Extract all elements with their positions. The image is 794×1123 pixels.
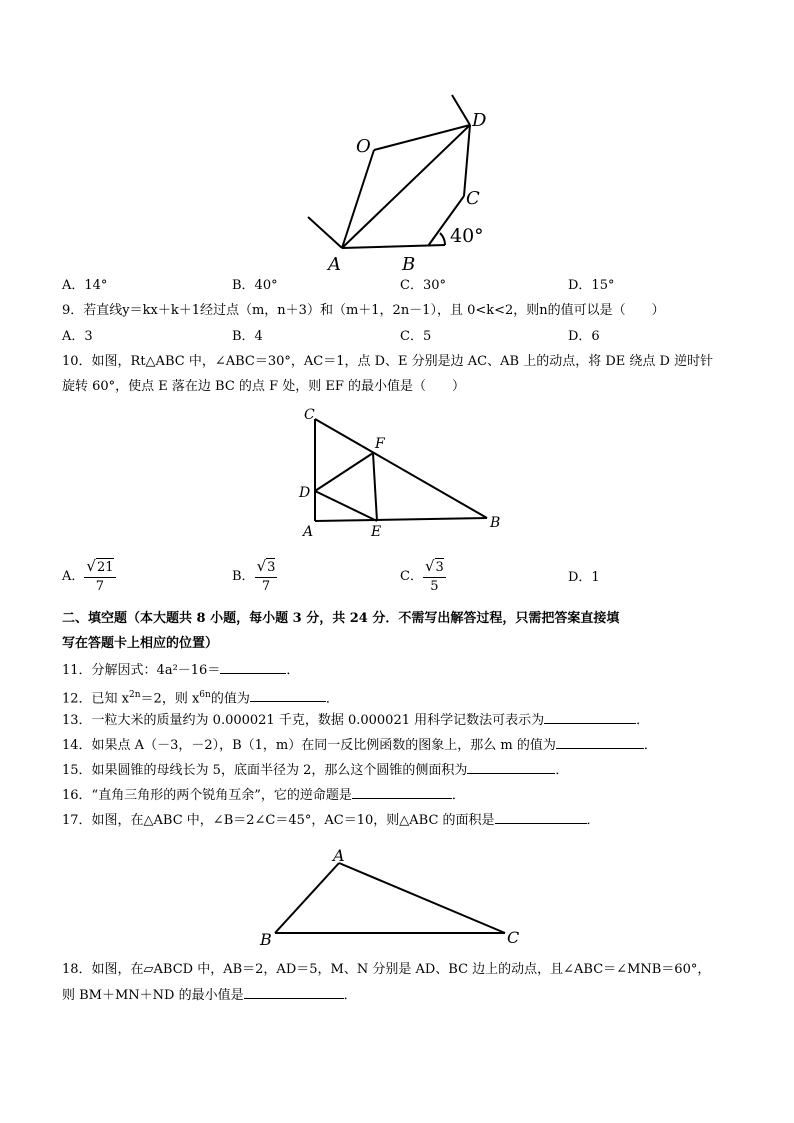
q9-text: 9．若直线y＝kx＋k＋1经过点（m，n＋3）和（m＋1，2n－1），且 0<k<2，则n的值可以是（ ） <box>62 303 665 318</box>
label-E: E <box>371 524 382 540</box>
angle-label: 40° <box>450 225 484 247</box>
figure-q8 <box>300 90 520 275</box>
label-C: C <box>507 928 520 947</box>
answer-blank[interactable] <box>556 736 644 749</box>
label-C: C <box>466 188 480 209</box>
label-F: F <box>375 436 385 452</box>
q8-option-d: D．15° <box>568 278 615 293</box>
label-B: B <box>490 515 501 531</box>
q13: 13．一粒大米的质量约为 0.000021 千克，数据 0.000021 用科学记数法可表示为 ． <box>62 713 650 728</box>
q9-option-b: B．4 <box>232 329 263 344</box>
label-D: D <box>472 110 487 131</box>
answer-blank[interactable] <box>544 711 636 724</box>
label-C: C <box>304 407 315 423</box>
q16: 16．“直角三角形的两个锐角互余”，它的逆命题是 ． <box>62 788 465 803</box>
q14: 14．如果点 A（－3，－2），B（1，m）在同一反比例函数的图象上，那么 m 的值为 ． <box>62 738 657 753</box>
q9-option-c: C．5 <box>400 329 432 344</box>
label-A: A <box>328 254 341 275</box>
q10-option-d: D．1 <box>568 570 600 585</box>
label-A: A <box>303 524 314 540</box>
answer-blank[interactable] <box>250 689 326 702</box>
q10-line1: 10．如图，Rt△ABC 中，∠ABC＝30°，AC＝1，点 D、E 分别是边 AC、AB 上的动点，将 DE 绕点 D 逆时针 <box>62 354 714 369</box>
label-B: B <box>260 930 272 949</box>
q18-line2: 则 BM＋MN＋ND 的最小值是 ． <box>62 988 357 1003</box>
section-heading-line2: 写在答题卡上相应的位置） <box>62 636 219 651</box>
answer-blank[interactable] <box>467 761 555 774</box>
answer-blank[interactable] <box>495 811 587 824</box>
q10-option-c: C． $\frac{√3}{5}$ <box>400 557 444 594</box>
figure-q10 <box>295 405 510 540</box>
section-heading-line1: 二、填空题（本大题共 8 小题，每小题 3 分，共 24 分．不需写出解答过程，只需把答案直接填 <box>62 611 620 626</box>
label-A: A <box>333 846 345 865</box>
label-D: D <box>299 485 311 501</box>
q15: 15．如果圆锥的母线长为 5，底面半径为 2，那么这个圆锥的侧面积为 ． <box>62 763 569 778</box>
q10-option-a: A． $\frac{√21}{7}$ <box>62 557 114 594</box>
label-B: B <box>402 254 416 275</box>
answer-blank[interactable] <box>220 661 286 674</box>
q18-line1: 18．如图，在▱ABCD 中，AB＝2，AD＝5，M、N 分别是 AD、BC 边上的动点，且∠ABC＝∠MNB＝60°， <box>62 962 711 977</box>
q9-option-d: D．6 <box>568 329 600 344</box>
answer-blank[interactable] <box>244 986 344 999</box>
q8-option-b: B．40° <box>232 278 278 293</box>
label-O: O <box>356 136 371 157</box>
q10-option-b: B． $\frac{√3}{7}$ <box>232 557 276 594</box>
answer-blank[interactable] <box>352 786 452 799</box>
q17: 17．如图，在△ABC 中，∠B＝2∠C＝45°，AC＝10，则△ABC 的面积是 ． <box>62 813 600 828</box>
figure-q17 <box>255 843 530 951</box>
q12: 12．已知 $x^{2n}=2$，则 $x^{6n}$的值为 ． <box>62 690 339 707</box>
q11: 11．分解因式：4a²－16＝ ． <box>62 663 300 678</box>
q8-option-a: A．14° <box>62 278 108 293</box>
q8-option-c: C．30° <box>400 278 446 293</box>
q9-option-a: A．3 <box>62 329 93 344</box>
q10-line2: 旋转 60°，使点 E 落在边 BC 的点 F 处，则 EF 的最小值是（ ） <box>62 379 465 394</box>
